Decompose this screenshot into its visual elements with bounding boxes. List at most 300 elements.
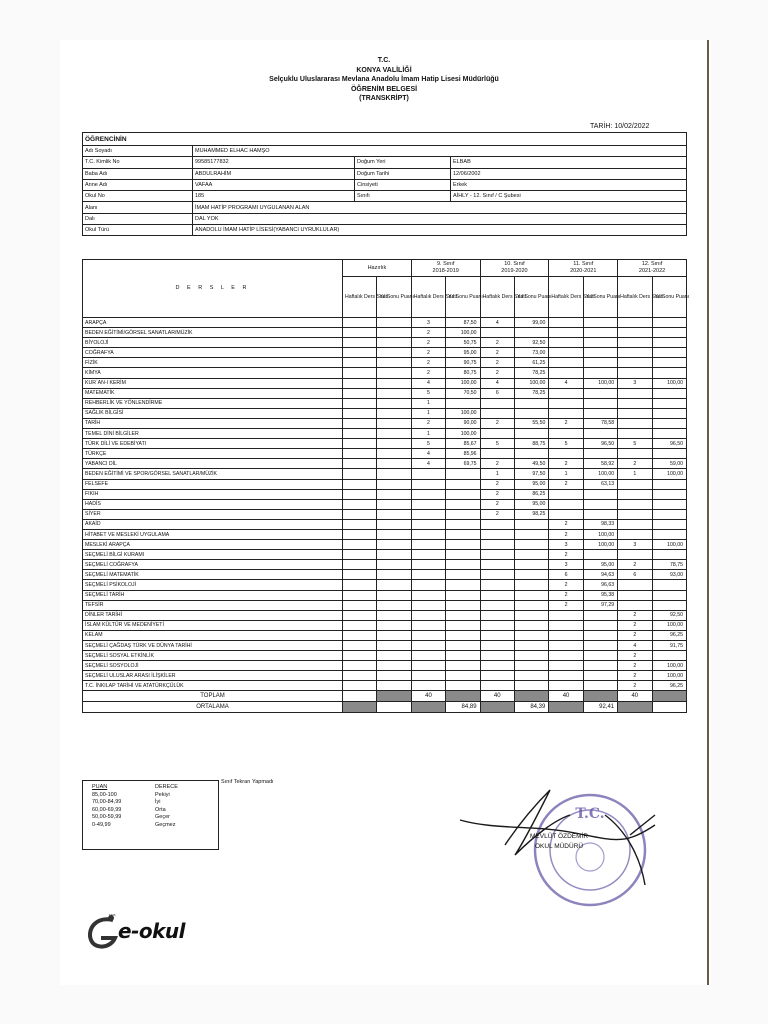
score-cell xyxy=(583,630,617,640)
score-cell xyxy=(514,651,548,661)
weekly-hours-cell xyxy=(480,590,514,600)
score-cell xyxy=(652,529,686,539)
score-cell xyxy=(377,540,411,550)
course-name: SEÇMELİ TARİH xyxy=(83,590,343,600)
score-cell xyxy=(652,509,686,519)
weekly-hours-cell xyxy=(411,580,445,590)
score-cell: 100,00 xyxy=(652,378,686,388)
score-cell xyxy=(583,681,617,691)
weekly-hours-cell xyxy=(480,560,514,570)
score-cell xyxy=(583,550,617,560)
weekly-hours-cell xyxy=(480,570,514,580)
course-row xyxy=(83,429,687,439)
score-cell xyxy=(583,651,617,661)
total-shaded-cell xyxy=(446,691,480,702)
weekly-hours-cell: 2 xyxy=(618,620,652,630)
average-shaded-cell xyxy=(411,702,445,713)
score-cell: 100,00 xyxy=(583,469,617,479)
weekly-hours-cell xyxy=(549,388,583,398)
weekly-hours-cell xyxy=(343,651,377,661)
score-cell: 88,75 xyxy=(514,439,548,449)
score-cell: 50,75 xyxy=(446,338,480,348)
weekly-hours-cell: 2 xyxy=(618,560,652,570)
weekly-hours-cell xyxy=(480,540,514,550)
course-row xyxy=(83,610,687,620)
weekly-hours-cell xyxy=(480,671,514,681)
course-name: KUR`AN-I KERİM xyxy=(83,378,343,388)
weekly-hours-cell xyxy=(618,449,652,459)
weekly-hours-cell xyxy=(618,519,652,529)
score-cell xyxy=(514,429,548,439)
tc-value: 99585177832 xyxy=(193,157,355,168)
score-cell: 49,50 xyxy=(514,459,548,469)
score-cell xyxy=(446,651,480,661)
weekly-hours-cell xyxy=(411,550,445,560)
birthdate-value: 12/06/2002 xyxy=(451,168,687,179)
score-cell xyxy=(377,318,411,328)
weekly-hours-cell xyxy=(480,651,514,661)
score-cell xyxy=(514,560,548,570)
weekly-hours-cell: 5 xyxy=(411,439,445,449)
average-value-cell: 84,89 xyxy=(446,702,480,713)
birthplace-value: ELBAB xyxy=(451,157,687,168)
score-cell xyxy=(514,610,548,620)
score-cell xyxy=(514,600,548,610)
weekly-hours-cell xyxy=(343,540,377,550)
course-name: SEÇMELİ PSİKOLOJİ xyxy=(83,580,343,590)
legend-range: 85,00-100 xyxy=(92,791,117,798)
weekly-hours-cell xyxy=(549,630,583,640)
average-value-cell: 84,39 xyxy=(514,702,548,713)
score-cell xyxy=(446,499,480,509)
weekly-hours-cell xyxy=(480,550,514,560)
course-name: TEMEL DİNİ BİLGİLER xyxy=(83,429,343,439)
legend-grade: Geçmez xyxy=(155,821,176,828)
weekly-hours-cell xyxy=(618,550,652,560)
score-cell xyxy=(377,681,411,691)
course-name: SEÇMELİ ÇAĞDAŞ TÜRK VE DÜNYA TARİHİ xyxy=(83,641,343,651)
weekly-hours-cell xyxy=(343,671,377,681)
stamp-and-signature xyxy=(455,785,685,945)
score-cell xyxy=(514,519,548,529)
weekly-hours-cell: 2 xyxy=(411,338,445,348)
weekly-hours-cell: 2 xyxy=(480,509,514,519)
field-label: Alanı xyxy=(83,202,193,213)
course-row xyxy=(83,620,687,630)
course-name: FELSEFE xyxy=(83,479,343,489)
score-cell xyxy=(377,439,411,449)
score-cell: 85,96 xyxy=(446,449,480,459)
course-name: FİZİK xyxy=(83,358,343,368)
score-cell xyxy=(652,590,686,600)
score-cell xyxy=(514,540,548,550)
year-label: Hazırlık xyxy=(367,264,387,271)
score-cell: 78,75 xyxy=(652,560,686,570)
class-value: AİHLY - 12. Sınıf / C Şubesi xyxy=(451,191,687,202)
course-name: HADİS xyxy=(83,499,343,509)
weekly-hours-cell xyxy=(343,368,377,378)
weekly-hours-cell xyxy=(343,489,377,499)
total-row xyxy=(83,691,687,702)
score-cell xyxy=(514,529,548,539)
score-cell xyxy=(583,641,617,651)
weekly-hours-cell xyxy=(343,398,377,408)
weekly-hours-cell: 2 xyxy=(480,459,514,469)
course-row xyxy=(83,479,687,489)
weekly-hours-cell: 2 xyxy=(549,418,583,428)
weekly-hours-cell: 2 xyxy=(618,630,652,640)
legend-range: 60,00-69,99 xyxy=(92,806,122,813)
score-cell: 100,00 xyxy=(446,408,480,418)
weekly-hours-cell: 2 xyxy=(480,418,514,428)
weekly-hours-cell xyxy=(343,570,377,580)
weekly-hours-cell: 2 xyxy=(618,459,652,469)
weekly-hours-cell: 2 xyxy=(480,489,514,499)
score-cell xyxy=(377,651,411,661)
score-cell xyxy=(377,570,411,580)
year-period: 2019-2020 xyxy=(501,268,528,274)
score-cell xyxy=(446,610,480,620)
weekly-hours-cell: 4 xyxy=(480,378,514,388)
score-cell: 96,63 xyxy=(583,580,617,590)
score-cell xyxy=(377,620,411,630)
weekly-hours-cell: 2 xyxy=(549,479,583,489)
score-cell: 100,00 xyxy=(652,469,686,479)
course-row xyxy=(83,418,687,428)
year-label: 10. Sınıf xyxy=(504,261,525,267)
student-section-title: ÖĞRENCİNİN xyxy=(83,133,687,146)
course-row xyxy=(83,681,687,691)
score-cell xyxy=(377,388,411,398)
score-cell xyxy=(583,489,617,499)
score-cell xyxy=(377,429,411,439)
weekly-hours-cell: 5 xyxy=(480,439,514,449)
score-cell xyxy=(652,429,686,439)
weekly-hours-cell xyxy=(343,600,377,610)
weekly-hours-cell xyxy=(343,328,377,338)
average-value-cell xyxy=(377,702,411,713)
legend-grade: İyi xyxy=(155,799,161,806)
score-cell xyxy=(652,388,686,398)
course-name: KELAM xyxy=(83,630,343,640)
score-cell xyxy=(652,368,686,378)
course-name: SEÇMELİ BİLGİ KURAMI xyxy=(83,550,343,560)
weekly-hours-cell xyxy=(549,408,583,418)
score-cell: 69,75 xyxy=(446,459,480,469)
weekly-hours-cell xyxy=(480,449,514,459)
course-name: TÜRK DİLİ VE EDEBİYATI xyxy=(83,439,343,449)
weekly-hours-cell xyxy=(343,459,377,469)
score-cell: 95,00 xyxy=(514,479,548,489)
score-cell xyxy=(652,499,686,509)
weekly-hours-cell xyxy=(480,600,514,610)
score-cell xyxy=(652,651,686,661)
weekly-hours-cell xyxy=(343,630,377,640)
score-cell xyxy=(583,429,617,439)
weekly-hours-cell xyxy=(343,388,377,398)
weekly-hours-cell: 3 xyxy=(549,560,583,570)
weekly-hours-cell xyxy=(618,499,652,509)
score-cell xyxy=(377,630,411,640)
year-label: 9. Sınıf xyxy=(436,261,455,267)
weekly-hours-cell: 4 xyxy=(411,449,445,459)
score-cell xyxy=(377,418,411,428)
course-name: MATEMATİK xyxy=(83,388,343,398)
score-cell xyxy=(583,338,617,348)
weekly-hours-cell xyxy=(411,600,445,610)
course-row xyxy=(83,348,687,358)
weekly-hours-cell: 2 xyxy=(480,358,514,368)
score-cell xyxy=(514,630,548,640)
weekly-hours-header: Haftalık Ders Saati xyxy=(411,277,445,318)
score-cell: 99,00 xyxy=(514,318,548,328)
score-cell xyxy=(377,408,411,418)
score-cell: 55,50 xyxy=(514,418,548,428)
course-row xyxy=(83,449,687,459)
weekly-hours-header: Haftalık Ders Saati xyxy=(343,277,377,318)
weekly-hours-cell xyxy=(411,661,445,671)
weekly-hours-cell xyxy=(343,449,377,459)
score-cell xyxy=(377,600,411,610)
weekly-hours-cell: 2 xyxy=(411,358,445,368)
father-label: Baba Adı xyxy=(83,168,193,179)
score-cell xyxy=(377,529,411,539)
weekly-hours-cell xyxy=(480,681,514,691)
score-cell: 100,00 xyxy=(652,671,686,681)
birthdate-label: Doğum Tarihi xyxy=(355,168,451,179)
legend-grade: Pekiyi xyxy=(155,791,170,798)
score-cell xyxy=(652,418,686,428)
score-cell xyxy=(377,328,411,338)
course-row xyxy=(83,338,687,348)
score-cell xyxy=(377,368,411,378)
weekly-hours-cell xyxy=(549,661,583,671)
score-cell xyxy=(583,661,617,671)
weekly-hours-cell xyxy=(411,499,445,509)
score-cell xyxy=(446,600,480,610)
course-row xyxy=(83,661,687,671)
score-cell xyxy=(377,560,411,570)
weekly-hours-cell: 1 xyxy=(618,469,652,479)
weekly-hours-cell: 6 xyxy=(549,570,583,580)
header-governorship: KONYA VALİLİĞİ xyxy=(356,66,412,74)
score-cell: 92,50 xyxy=(652,610,686,620)
mother-label: Anne Adı xyxy=(83,179,193,190)
score-cell xyxy=(652,519,686,529)
course-name: BEDEN EĞİTİMİ/GÖRSEL SANATLAR/MÜZİK xyxy=(83,328,343,338)
score-cell xyxy=(377,449,411,459)
score-cell xyxy=(377,671,411,681)
score-cell xyxy=(583,398,617,408)
score-cell: 100,00 xyxy=(446,328,480,338)
weekly-hours-cell xyxy=(618,358,652,368)
course-row xyxy=(83,550,687,560)
weekly-hours-cell xyxy=(549,318,583,328)
school-type-label: Okul Türü xyxy=(83,225,193,236)
grade-legend xyxy=(82,780,219,850)
name-value: MUHAMMED ELHAC HAMŞO xyxy=(193,146,687,157)
score-cell xyxy=(514,449,548,459)
score-cell xyxy=(446,519,480,529)
course-row xyxy=(83,580,687,590)
score-cell: 96,25 xyxy=(652,630,686,640)
weekly-hours-cell xyxy=(480,620,514,630)
weekly-hours-cell xyxy=(411,590,445,600)
weekly-hours-cell: 4 xyxy=(411,378,445,388)
course-row xyxy=(83,590,687,600)
total-shaded-cell xyxy=(583,691,617,702)
weekly-hours-cell: 2 xyxy=(411,418,445,428)
score-cell: 96,50 xyxy=(652,439,686,449)
year-end-score-header: Yıl Sonu Puanı xyxy=(652,277,686,318)
weekly-hours-cell: 2 xyxy=(618,681,652,691)
total-hours-cell: 40 xyxy=(549,691,583,702)
legend-range: 0-49,99 xyxy=(92,821,111,828)
score-cell: 73,00 xyxy=(514,348,548,358)
total-shaded-cell xyxy=(377,691,411,702)
weekly-hours-cell xyxy=(343,560,377,570)
weekly-hours-cell xyxy=(411,671,445,681)
score-cell: 98,33 xyxy=(583,519,617,529)
score-cell: 96,50 xyxy=(583,439,617,449)
weekly-hours-cell: 3 xyxy=(618,540,652,550)
score-cell xyxy=(652,328,686,338)
score-cell xyxy=(377,469,411,479)
score-cell xyxy=(446,661,480,671)
score-cell xyxy=(446,590,480,600)
score-cell xyxy=(583,499,617,509)
score-cell xyxy=(583,509,617,519)
score-cell xyxy=(377,509,411,519)
score-cell: 78,25 xyxy=(514,388,548,398)
score-cell: 87,50 xyxy=(446,318,480,328)
weekly-hours-cell xyxy=(618,600,652,610)
score-cell xyxy=(446,398,480,408)
score-cell xyxy=(446,641,480,651)
score-cell xyxy=(652,348,686,358)
score-cell xyxy=(583,388,617,398)
weekly-hours-cell xyxy=(480,580,514,590)
year-header xyxy=(549,260,618,277)
score-cell xyxy=(446,630,480,640)
average-value-cell xyxy=(652,702,686,713)
score-cell xyxy=(446,479,480,489)
weekly-hours-cell xyxy=(618,348,652,358)
score-cell xyxy=(377,641,411,651)
score-cell: 61,25 xyxy=(514,358,548,368)
weekly-hours-cell xyxy=(549,651,583,661)
weekly-hours-cell xyxy=(343,439,377,449)
course-name: İSLAM KÜLTÜR VE MEDENİYETİ xyxy=(83,620,343,630)
weekly-hours-cell: 2 xyxy=(411,348,445,358)
weekly-hours-cell: 2 xyxy=(549,550,583,560)
course-name: BİYOLOJİ xyxy=(83,338,343,348)
weekly-hours-cell xyxy=(480,519,514,529)
year-end-score-header: Yıl Sonu Puanı xyxy=(377,277,411,318)
weekly-hours-cell: 1 xyxy=(480,469,514,479)
weekly-hours-cell xyxy=(618,580,652,590)
weekly-hours-cell: 2 xyxy=(480,499,514,509)
weekly-hours-header: Haftalık Ders Saati xyxy=(549,277,583,318)
course-name: DİNLER TARİHİ xyxy=(83,610,343,620)
weekly-hours-cell xyxy=(549,620,583,630)
weekly-hours-cell xyxy=(480,610,514,620)
weekly-hours-header: Haftalık Ders Saati xyxy=(618,277,652,318)
course-name: REHBERLİK VE YÖNLENDİRME xyxy=(83,398,343,408)
average-label: ORTALAMA xyxy=(83,702,343,713)
field-value: İMAM HATİP PROGRAMI UYGULANAN ALAN xyxy=(193,202,687,213)
score-cell xyxy=(377,479,411,489)
weekly-hours-cell xyxy=(343,509,377,519)
course-row xyxy=(83,641,687,651)
grades-table xyxy=(82,259,690,713)
score-cell: 95,00 xyxy=(446,348,480,358)
course-row xyxy=(83,499,687,509)
course-row xyxy=(83,509,687,519)
header-title: ÖĞRENİM BELGESİ xyxy=(350,85,418,93)
weekly-hours-cell xyxy=(411,651,445,661)
weekly-hours-cell: 2 xyxy=(549,529,583,539)
weekly-hours-cell xyxy=(343,348,377,358)
weekly-hours-cell xyxy=(618,398,652,408)
year-label: 11. Sınıf xyxy=(573,261,594,267)
score-cell xyxy=(377,459,411,469)
score-cell: 96,25 xyxy=(652,681,686,691)
average-shaded-cell xyxy=(343,702,377,713)
weekly-hours-cell xyxy=(618,318,652,328)
weekly-hours-cell xyxy=(618,368,652,378)
score-cell xyxy=(446,469,480,479)
score-cell: 95,00 xyxy=(514,499,548,509)
weekly-hours-cell: 2 xyxy=(480,348,514,358)
weekly-hours-cell xyxy=(343,519,377,529)
weekly-hours-cell: 4 xyxy=(618,641,652,651)
weekly-hours-cell xyxy=(549,610,583,620)
weekly-hours-cell: 2 xyxy=(549,459,583,469)
score-cell xyxy=(514,580,548,590)
score-cell xyxy=(514,661,548,671)
gender-value: Erkek xyxy=(451,179,687,190)
score-cell: 70,50 xyxy=(446,388,480,398)
course-row xyxy=(83,671,687,681)
score-cell xyxy=(514,328,548,338)
weekly-hours-cell xyxy=(411,630,445,640)
course-row xyxy=(83,489,687,499)
course-row xyxy=(83,570,687,580)
school-no-label: Okul No xyxy=(83,191,193,202)
weekly-hours-cell xyxy=(411,570,445,580)
weekly-hours-cell: 2 xyxy=(549,600,583,610)
course-name: YABANCI DİL xyxy=(83,459,343,469)
weekly-hours-cell xyxy=(411,540,445,550)
weekly-hours-cell: 2 xyxy=(480,338,514,348)
repeat-note: Sınıf Tekrarı Yapmadı xyxy=(221,779,274,785)
document-date: TARİH: 10/02/2022 xyxy=(590,123,650,130)
score-cell xyxy=(652,358,686,368)
score-cell xyxy=(446,489,480,499)
score-cell: 63,13 xyxy=(583,479,617,489)
weekly-hours-cell xyxy=(549,338,583,348)
weekly-hours-cell: 6 xyxy=(480,388,514,398)
score-cell: 58,92 xyxy=(583,459,617,469)
score-cell xyxy=(652,318,686,328)
score-cell xyxy=(377,580,411,590)
course-row xyxy=(83,459,687,469)
weekly-hours-cell xyxy=(618,338,652,348)
score-cell: 100,00 xyxy=(514,378,548,388)
weekly-hours-cell xyxy=(549,449,583,459)
student-info-table xyxy=(82,132,687,236)
